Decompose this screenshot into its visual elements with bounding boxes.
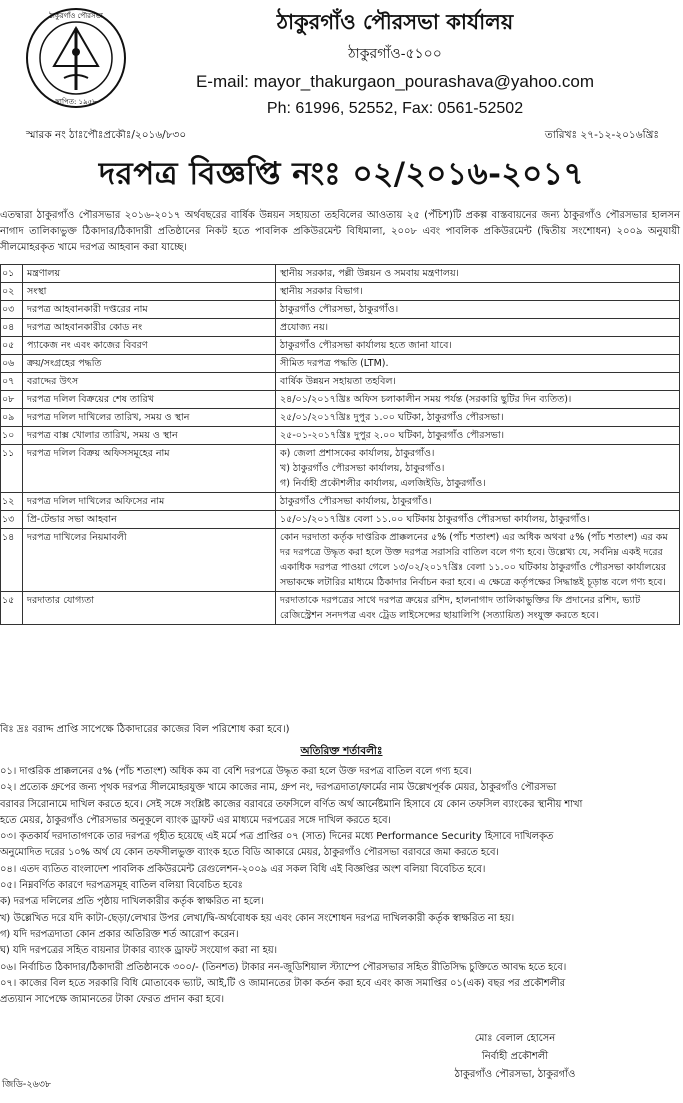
conditions-title: অতিরিক্ত শর্তাবলীঃ [300, 745, 383, 757]
tender-details-table [0, 264, 680, 625]
row-label: সংস্থা [23, 283, 276, 301]
row-number: ১৪ [1, 529, 23, 592]
row-value: ২৪/০১/২০১৭খ্রিঃ অফিস চলাকালীন সময় পর্যন্ত (সরকারি ছুটির দিন ব্যতিত)। [276, 391, 680, 409]
table-row [1, 427, 680, 445]
condition-line: প্রত্যয়ান সাপেক্ষে জামানতের টাকা ফেরত প্রদান করা হবে। [0, 994, 224, 1006]
condition-line: ০৫। নিম্নবর্ণিত কারণে দরপত্রসমূহ বাতিল বলিয়া বিবেচিত হবেঃ [0, 880, 243, 892]
row-value: ক) জেলা প্রশাসকের কার্যালয়, ঠাকুরগাঁও। খ) ঠাকুরগাঁও পৌরসভা কার্যালয়, ঠাকুরগাঁও। গ) নির্বাহী প্রকৌশলীর কার্যালয়, এলজিইডি, ঠাকুরগাঁও। [276, 445, 680, 493]
row-number: ০২ [1, 283, 23, 301]
office-title: ঠাকুরগাঁও পৌরসভা কার্যালয় [276, 9, 514, 34]
table-row [1, 493, 680, 511]
svg-text:স্থাপিত: ১৯৫৮: স্থাপিত: ১৯৫৮ [55, 98, 97, 106]
row-value: স্থানীয় সরকার, পল্লী উন্নয়ন ও সমবায় মন্ত্রণালয়। [276, 265, 680, 283]
row-number: ০৯ [1, 409, 23, 427]
row-label: দরপত্র আহবানকারী দপ্তরের নাম [23, 301, 276, 319]
condition-line: ঘ) যদি দরপত্রের সহিত বায়নার টাকার ব্যাংক ড্রাফট সংযোগ করা না হয়। [0, 945, 278, 957]
row-label: প্যাকেজ নং এবং কাজের বিবরণ [23, 337, 276, 355]
condition-line: ০৪। এতদ ব্যতিত বাংলাদেশ পাবলিক প্রকিউরমেন্ট রেগুলেশন-২০০৯ এর সকল বিধি এই বিজ্ঞপ্তির অংশ বলিয়া বিবেচিত হবে। [0, 863, 486, 875]
table-row [1, 283, 680, 301]
row-value: ১৫/০১/২০১৭খ্রিঃ বেলা ১১.০০ ঘটিকায় ঠাকুরগাঁও পৌরসভা কার্যালয়, ঠাকুরগাঁও। [276, 511, 680, 529]
row-label: দরপত্র দলিল দাখিলের অফিসের নাম [23, 493, 276, 511]
row-value: দরদাতাকে দরপত্রের সাথে দরপত্র ক্রয়ের রশিদ, হালনাগাদ তালিকাভুক্তির ফি প্রদানের রশিদ, ভ্যাট রেজিস্ট্রেশন সনদপত্র এবং ট্রেড লাইসেন্সের ছায়ালিপি (সত্যায়িত) সংযুক্ত করতে হবে। [276, 592, 680, 625]
condition-line: গ) যদি দরপত্রদাতা কোন প্রকার অতিরিক্ত শর্ত আরোপ করেন। [0, 928, 239, 940]
signatory-name: মোঃ বেলাল হোসেন [474, 1033, 556, 1044]
memo-number: স্মারক নং ঠাঃপৌঃপ্রকৌঃ/২০১৬/৮৩০ [26, 129, 187, 141]
row-number: ১১ [1, 445, 23, 493]
table-row [1, 391, 680, 409]
row-number: ০৪ [1, 319, 23, 337]
row-label: দরপত্র দলিল বিক্রয়ের শেষ তারিখ [23, 391, 276, 409]
row-number: ১৫ [1, 592, 23, 625]
condition-line: খ) উল্লেখিত দরে যদি কাটা-ছেড়া/লেখার উপর লেখা/দ্বি-অর্থবোধক হয় এবং কোন সংশোধন দরপত্র দাখিলকারী কর্তৃক স্বাক্ষরিত না হয়। [0, 912, 515, 924]
row-number: ০৫ [1, 337, 23, 355]
row-value: ঠাকুরগাঁও পৌরসভা, ঠাকুরগাঁও। [276, 301, 680, 319]
office-address: ঠাকুরগাঁও-৫১০০ [348, 46, 442, 62]
row-label: দরপত্র বাক্স খোলার তারিখ, সময় ও স্থান [23, 427, 276, 445]
signatory-designation: নির্বাহী প্রকৌশলী [481, 1051, 549, 1062]
table-row [1, 592, 680, 625]
condition-line: বরাবর সিরোনামে দাখিল করতে হবে। সেই সঙ্গে সংশ্লিষ্ট কাজের বরাবরে তফসিলে বর্ণিত অর্থ আর্নেষ্টমানি হিসাবে যে কোন তফসিল ব্যাংকের স্থানীয় শাখা [0, 798, 583, 810]
table-row [1, 373, 680, 391]
row-number: ০৮ [1, 391, 23, 409]
table-row [1, 265, 680, 283]
row-number: ০৭ [1, 373, 23, 391]
row-number: ০৩ [1, 301, 23, 319]
condition-line: ০২। প্রত্যেক গ্রুপের জন্য পৃথক দরপত্র সীলমোহরযুক্ত খামে কাজের নাম, গ্রুপ নং, দরপত্রদাতা/ফার্মের নাম উল্লেখপূর্বক মেয়র, ঠাকুরগাঁও পৌরসভা [0, 782, 557, 794]
table-row [1, 529, 680, 592]
reference-code: জিডি-২৬৩৮ [2, 1079, 52, 1090]
condition-line: ০১। দাপ্তরিক প্রাক্কলনের ৫% (পাঁচ শতাংশ) অধিক কম বা বেশি দরপত্রে উদ্ধৃত করা হলে উক্ত দরপত্র বাতিল বলে গণ্য হবে। [0, 766, 472, 777]
row-number: ১৩ [1, 511, 23, 529]
row-value: ঠাকুরগাঁও পৌরসভা কার্যালয় হতে জানা যাবে। [276, 337, 680, 355]
row-value: কোন দরদাতা কর্তৃক দাপ্তরিক প্রাক্কলনের ৫% (পাঁচ শতাংশ) এর অধিক অথবা ৫% (পাঁচ শতাংশ) এর কম দর দরপত্রে উদ্ধৃত করা হলে উক্ত দরপত্র সরাসরি বাতিল বলে গণ্য হবে। উল্লেখ্য যে, সর্বনিম্ন একই দরের একাধিক দরপত্র পাওয়া গেলে ১৩/০২/২০১৭খ্রিঃ বেলা ১১.০০ ঘটিকায় ঠাকুরগাঁও পৌরসভা কার্যালয়ের সভাকক্ষে লটারির মাধ্যমে ঠিকাদার নির্বাচন করা হবে। এ ক্ষেত্রে কর্তৃপক্ষের সিদ্ধান্তই চূড়ান্ত বলে গণ্য হবে। [276, 529, 680, 592]
table-row [1, 409, 680, 427]
row-value: বার্ষিক উন্নয়ন সহায়তা তহবিল। [276, 373, 680, 391]
row-value: ২৫-০১-২০১৭খ্রিঃ দুপুর ২.০০ ঘটিকা, ঠাকুরগাঁও পৌরসভা। [276, 427, 680, 445]
notice-title: দরপত্র বিজ্ঞপ্তি নংঃ ০২/২০১৬-২০১৭ [98, 156, 585, 192]
office-email: E-mail: mayor_thakurgaon_pourashava@yahoo.com [195, 72, 595, 91]
row-value: সীমিত দরপত্র পদ্ধতি (LTM). [276, 355, 680, 373]
row-label: ক্রয়/সংগ্রহের পদ্ধতি [23, 355, 276, 373]
row-value: ঠাকুরগাঁও পৌরসভা কার্যালয়, ঠাকুরগাঁও। [276, 493, 680, 511]
table-row [1, 355, 680, 373]
table-row [1, 337, 680, 355]
row-label: বরাদ্দের উৎস [23, 373, 276, 391]
table-row [1, 511, 680, 529]
municipality-seal-logo [24, 6, 128, 110]
office-phone: Ph: 61996, 52552, Fax: 0561-52502 [266, 100, 524, 117]
row-label: মন্ত্রণালয় [23, 265, 276, 283]
row-number: ০৬ [1, 355, 23, 373]
row-label: দরদাতার যোগ্যতা [23, 592, 276, 625]
row-label: দরপত্র দলিল দাখিলের তারিখ, সময় ও স্থান [23, 409, 276, 427]
svg-text:ঠাকুরগাঁও পৌরসভা: ঠাকুরগাঁও পৌরসভা [49, 12, 103, 20]
row-label: প্রি-টেন্ডার সভা আহবান [23, 511, 276, 529]
footnote: বিঃ দ্রঃ বরাদ্দ প্রাপ্তি সাপেক্ষে ঠিকাদারের কাজের বিল পরিশোধ করা হবে।) [0, 724, 290, 735]
row-value: স্থানীয় সরকার বিভাগ। [276, 283, 680, 301]
signature-block [400, 1030, 630, 1084]
condition-line: ক) দরপত্র দলিলের প্রতি পৃষ্ঠায় দাখিলকারীর কর্তৃক স্বাক্ষরিত না হলে। [0, 896, 264, 908]
signatory-office: ঠাকুরগাঁও পৌরসভা, ঠাকুরগাঁও [454, 1069, 576, 1080]
notice-date: তারিখঃ ২৭-১২-২০১৬খ্রিঃ [544, 129, 659, 141]
row-label: দরপত্র আহবানকারীর কোড নং [23, 319, 276, 337]
intro-paragraph: এতদ্বারা ঠাকুরগাঁও পৌরসভার ২০১৬-২০১৭ অর্থবছরের বার্ষিক উন্নয়ন সহায়তা তহবিলের আওতায় ২৫ (পঁচিশ)টি প্রকল্প বাস্তবায়নের জন্য ঠাকুরগাঁও পৌরসভার হালসন নাগাদ তালিকাভুক্ত ঠিকাদার/ঠিকাদারী প্রতিষ্ঠানের নিকট হতে পাবলিক প্রকিউরমেন্ট বিধিমালা, ২০০৮ এবং পাবলিক প্রকিউরমেন্ট (দ্বিতীয় সংশোধন) ২০০৯ অনুযায়ী সীলমোহরকৃত খামে দরপত্র আহবান করা যাচ্ছে। [0, 210, 680, 253]
conditions-list [0, 764, 680, 1008]
row-label: দরপত্র দাখিলের নিয়মাবলী [23, 529, 276, 592]
table-row [1, 445, 680, 493]
row-value: প্রযোজ্য নয়। [276, 319, 680, 337]
row-label: দরপত্র দলিল বিক্রয় অফিসসমূহের নাম [23, 445, 276, 493]
condition-line: অনুমোদিত দরের ১০% অর্থ যে কোন তফসীলভুক্ত ব্যাংক হতে বিডি আকারে মেয়র, ঠাকুরগাঁও পৌরসভা বরাবরে জমা করতে হবে। [0, 847, 499, 859]
row-number: ১০ [1, 427, 23, 445]
condition-line: ০৩। কৃতকার্য দরদাতাগণকে তার দরপত্র গৃহীত হয়েছে এই মর্মে পত্র প্রাপ্তির ০৭ (সাত) দিনের মধ্যে Performance Security হিসাবে দাখিলকৃত [0, 831, 554, 843]
table-row [1, 319, 680, 337]
condition-line: হতে মেয়র, ঠাকুরগাঁও পৌরসভার অনুকূলে ব্যাংক ড্রাফট এর মাধ্যমে দরপত্রের সঙ্গে দাখিল করতে হবে। [0, 814, 391, 826]
condition-line: ০৭। কাজের বিল হতে সরকারি বিধি মোতাবেক ভ্যাট, আই,টি ও জামানতের টাকা কর্তন করা হবে এবং কাজ সমাপ্তির ০১(এক) বছর পর প্রকৌশলীর [0, 977, 566, 989]
row-value: ২৫/০১/২০১৭খ্রিঃ দুপুর ১.০০ ঘটিকা, ঠাকুরগাঁও পৌরসভা। [276, 409, 680, 427]
table-row [1, 301, 680, 319]
row-number: ১২ [1, 493, 23, 511]
condition-line: ০৬। নির্বাচিত ঠিকাদার/ঠিকাদারী প্রতিষ্ঠানকে ৩০০/- (তিনশত) টাকার নন-জুডিশিয়াল স্ট্যাম্পে পৌরসভার সহিত রীতিসিদ্ধ চুক্তিতে আবদ্ধ হতে হবে। [0, 961, 567, 973]
row-number: ০১ [1, 265, 23, 283]
